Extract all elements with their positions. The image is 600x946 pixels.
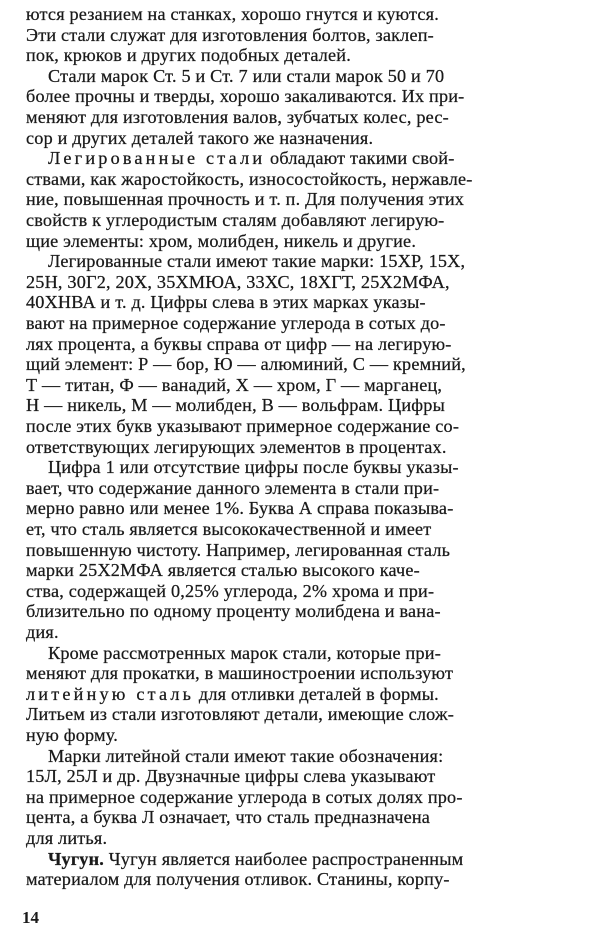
text-line: Т — титан, Ф — ванадий, Х — хром, Г — марганец,	[26, 374, 443, 395]
text-line: повышенную чистоту. Например, легированная сталь	[26, 539, 451, 560]
text-line	[48, 148, 454, 168]
text-line: ствами, как жаростойкость, износостойкость, нержавле-	[26, 168, 473, 189]
page-number: 14	[22, 908, 39, 927]
text-line: Марки литейной стали имеют такие обозначения:	[48, 745, 444, 766]
bold-term: Чугун.	[48, 848, 105, 869]
text-line: близительно по одному проценту молибдена и вана-	[26, 601, 441, 622]
text-line: ются резанием на станках, хорошо гнутся и куются.	[26, 4, 439, 24]
text-line: дия.	[26, 622, 59, 642]
spaced-term: Легированные стали	[48, 148, 266, 169]
text-line: после этих букв указывают примерное содержание со-	[26, 416, 460, 436]
line-remainder: для отливки деталей в формы.	[194, 683, 439, 704]
text-line: Эти стали служат для изготовления болтов, заклеп-	[26, 24, 434, 45]
text-line: вает, что содержание данного элемента в стали при-	[26, 477, 440, 498]
text-line: меняют для изготовления валов, зубчатых колес, рес-	[26, 107, 449, 127]
text-line: вают на примерное содержание углерода в сотых до-	[26, 313, 446, 333]
text-line: Стали марок Ст. 5 и Ст. 7 или стали марок 50 и 70	[48, 65, 445, 86]
text-line: Литьем из стали изготовляют детали, имеющие слож-	[26, 704, 455, 725]
text-line: для литья.	[26, 828, 108, 848]
text-line: на примерное содержание углерода в сотых долях про-	[26, 786, 463, 807]
text-line: марки 25Х2МФА является сталью высокого каче-	[26, 560, 420, 581]
text-line: цента, а буква Л означает, что сталь предназначена	[26, 807, 431, 828]
text-line: Н — никель, М — молибден, В — вольфрам. Цифры	[26, 395, 445, 416]
text-line: меняют для прокатки, в машиностроении используют	[26, 663, 454, 684]
text-line: лях процента, а буквы справа от цифр — на легирую-	[26, 333, 452, 354]
text-line: свойств к углеродистым сталям добавляют легирую-	[26, 210, 445, 230]
text-line	[48, 849, 463, 869]
text-line: 40ХНВА и т. д. Цифры слева в этих марках указы-	[26, 292, 426, 313]
text-line: щий элемент: Р — бор, Ю — алюминий, С — кремний,	[26, 354, 466, 375]
text-line: Легированные стали имеют такие марки: 15ХР, 15Х,	[48, 251, 466, 272]
text-line: сор и других деталей такого же назначения.	[26, 127, 374, 148]
text-line: Цифра 1 или отсутствие цифры после буквы указы-	[48, 457, 459, 478]
text-line: ние, повышенная прочность и т. п. Для получения этих	[26, 189, 465, 210]
text-line: 15Л, 25Л и др. Двузначные цифры слева указывают	[26, 766, 436, 787]
text-line: ет, что сталь является высококачественной и имеет	[26, 519, 432, 539]
line-remainder: Чугун является наиболее распространенным	[104, 848, 464, 869]
text-line: 25Н, 30Г2, 20Х, 35ХМЮА, 33ХС, 18ХГТ, 25Х2МФА,	[26, 271, 450, 292]
line-remainder: обладают такими свой-	[265, 148, 455, 169]
text-line: материалом для получения отливок. Станины, корпу-	[26, 869, 450, 890]
text-line: ответствующих легирующих элементов в процентах.	[26, 436, 447, 457]
spaced-term: литейную сталь	[26, 683, 195, 704]
text-line: мерно равно или менее 1%. Буква А справа показыва-	[26, 498, 454, 519]
text-line: Кроме рассмотренных марок стали, которые при-	[48, 642, 441, 663]
text-line: ства, содержащей 0,25% углерода, 2% хрома и при-	[26, 580, 435, 601]
text-line: пок, крюков и других подобных деталей.	[26, 45, 351, 66]
text-line: более прочны и тверды, хорошо закаливаются. Их при-	[26, 86, 465, 107]
text-line	[26, 684, 439, 704]
text-line: ную форму.	[26, 725, 118, 745]
text-line: щие элементы: хром, молибден, никель и другие.	[26, 230, 417, 251]
